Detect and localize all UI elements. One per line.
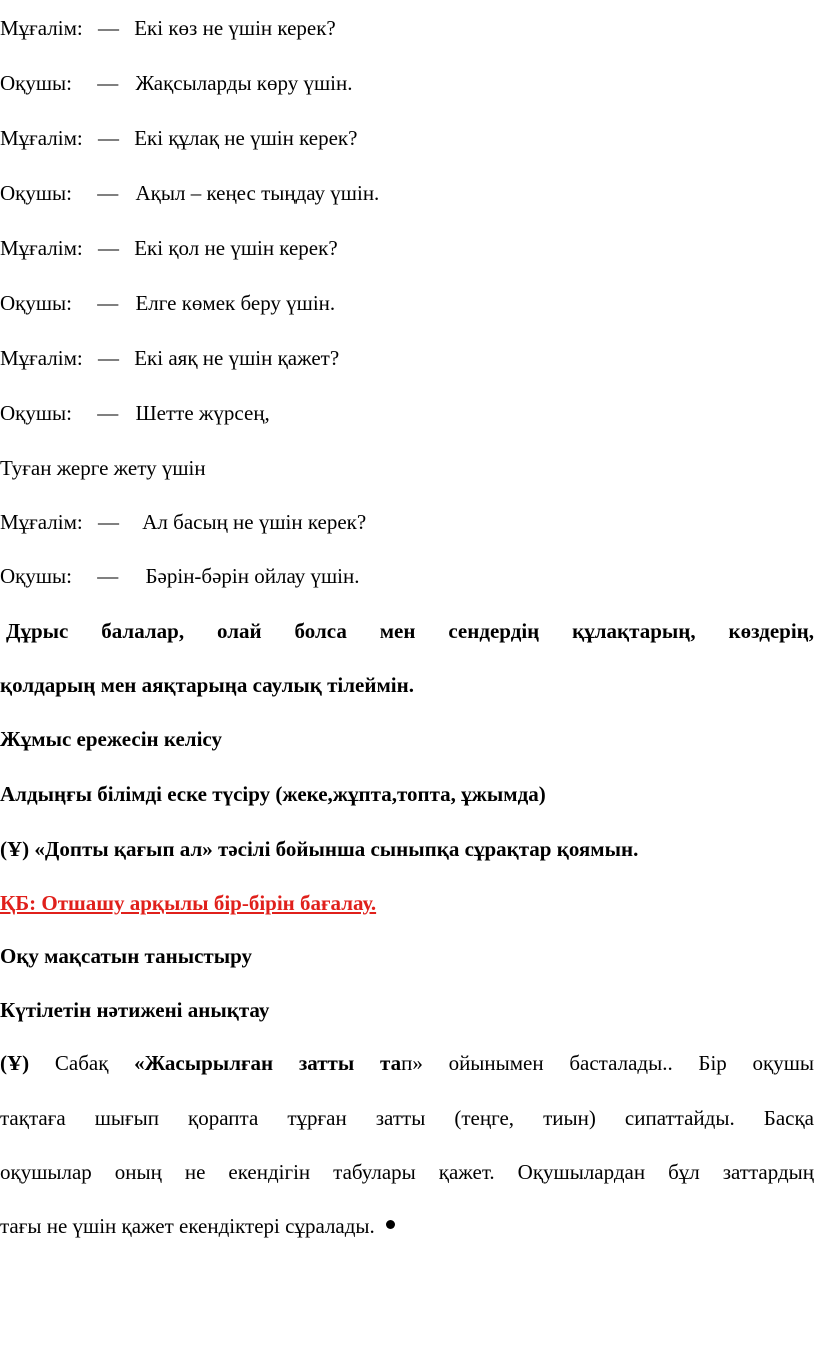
speaker: Оқушы: (0, 564, 72, 588)
dash: — (97, 564, 119, 588)
dialogue-line-9 (0, 512, 366, 533)
heading-method: (Ұ) «Допты қағып ал» тәсілі бойынша сыныпқа сұрақтар қоямын. (0, 837, 639, 861)
dash: — (97, 181, 119, 205)
dialogue-line-2 (0, 73, 352, 94)
dialogue-line-3 (0, 128, 357, 149)
heading-learning-goal: Оқу мақсатын таныстыру (0, 944, 253, 968)
utterance: Ал басың не үшін керек? (142, 510, 367, 534)
speaker: Оқушы: (0, 71, 72, 95)
game-name: «Жасырылған затты тап» (134, 1051, 423, 1075)
dash: — (97, 291, 119, 315)
utterance: Екі қол не үшін керек? (134, 236, 338, 260)
speaker: Мұғалім: (0, 346, 83, 370)
dialogue-line-8 (0, 403, 270, 424)
paragraph-line-1-rest: ойынымен басталады.. Бір оқушы (448, 1051, 815, 1075)
utterance: Екі құлақ не үшін керек? (134, 126, 358, 150)
dash: — (97, 236, 119, 260)
speaker: Мұғалім: (0, 126, 83, 150)
utterance: Шетте жүрсең, (135, 401, 270, 425)
dash: — (97, 16, 119, 40)
dialogue-line-6 (0, 293, 335, 314)
paragraph-line-4-text: тағы не үшін қажет екендіктері сұралады. (0, 1214, 375, 1238)
wish-line-1: Дұрыс балалар, олай болса мен сендердің құлақтарың, көздерің, (6, 619, 814, 643)
paragraph-mark: (Ұ) (0, 1051, 30, 1075)
speaker: Оқушы: (0, 181, 72, 205)
dash: — (97, 401, 119, 425)
utterance: Екі аяқ не үшін қажет? (134, 346, 340, 370)
dash: — (97, 346, 119, 370)
paragraph-line-1 (0, 1053, 814, 1074)
bullet-icon (386, 1220, 395, 1229)
heading-work-rules: Жұмыс ережесін келісу (0, 727, 222, 751)
paragraph-line-3: оқушылар оның не екендігін табулары қажет. Оқушылардан бұл заттардың (0, 1160, 814, 1184)
dialogue-line-5 (0, 238, 338, 259)
speaker: Мұғалім: (0, 236, 83, 260)
utterance: Екі көз не үшін керек? (134, 16, 336, 40)
utterance: Жақсыларды көру үшін. (135, 71, 353, 95)
utterance: Елге көмек беру үшін. (135, 291, 336, 315)
paragraph-line-2: тақтаға шығып қорапта тұрған затты (теңге, тиын) сипаттайды. Басқа (0, 1106, 814, 1130)
dialogue-line-7 (0, 348, 339, 369)
speaker: Оқушы: (0, 291, 72, 315)
dash: — (97, 510, 119, 534)
dialogue-line-10 (0, 566, 359, 587)
speaker: Мұғалім: (0, 16, 83, 40)
utterance: Ақыл – кеңес тыңдау үшін. (135, 181, 380, 205)
heading-assessment: ҚБ: Отшашу арқылы бір-бірін бағалау. (0, 891, 377, 915)
dialogue-line-1 (0, 18, 336, 39)
dialogue-line-4 (0, 183, 379, 204)
dash: — (97, 126, 119, 150)
speaker: Мұғалім: (0, 510, 83, 534)
heading-recall: Алдыңғы білімді еске түсіру (жеке,жұпта,топта, ұжымда) (0, 782, 546, 806)
speaker: Оқушы: (0, 401, 72, 425)
paragraph-line-4 (0, 1216, 395, 1237)
paragraph-word: Сабақ (54, 1051, 109, 1075)
heading-expected-result: Күтілетін нәтижені анықтау (0, 998, 270, 1022)
dialogue-continuation: Туған жерге жету үшін (0, 456, 206, 480)
wish-line-2: қолдарың мен аяқтарыңа саулық тілеймін. (0, 673, 414, 697)
utterance: Бәрін-бәрін ойлау үшін. (145, 564, 360, 588)
dash: — (97, 71, 119, 95)
